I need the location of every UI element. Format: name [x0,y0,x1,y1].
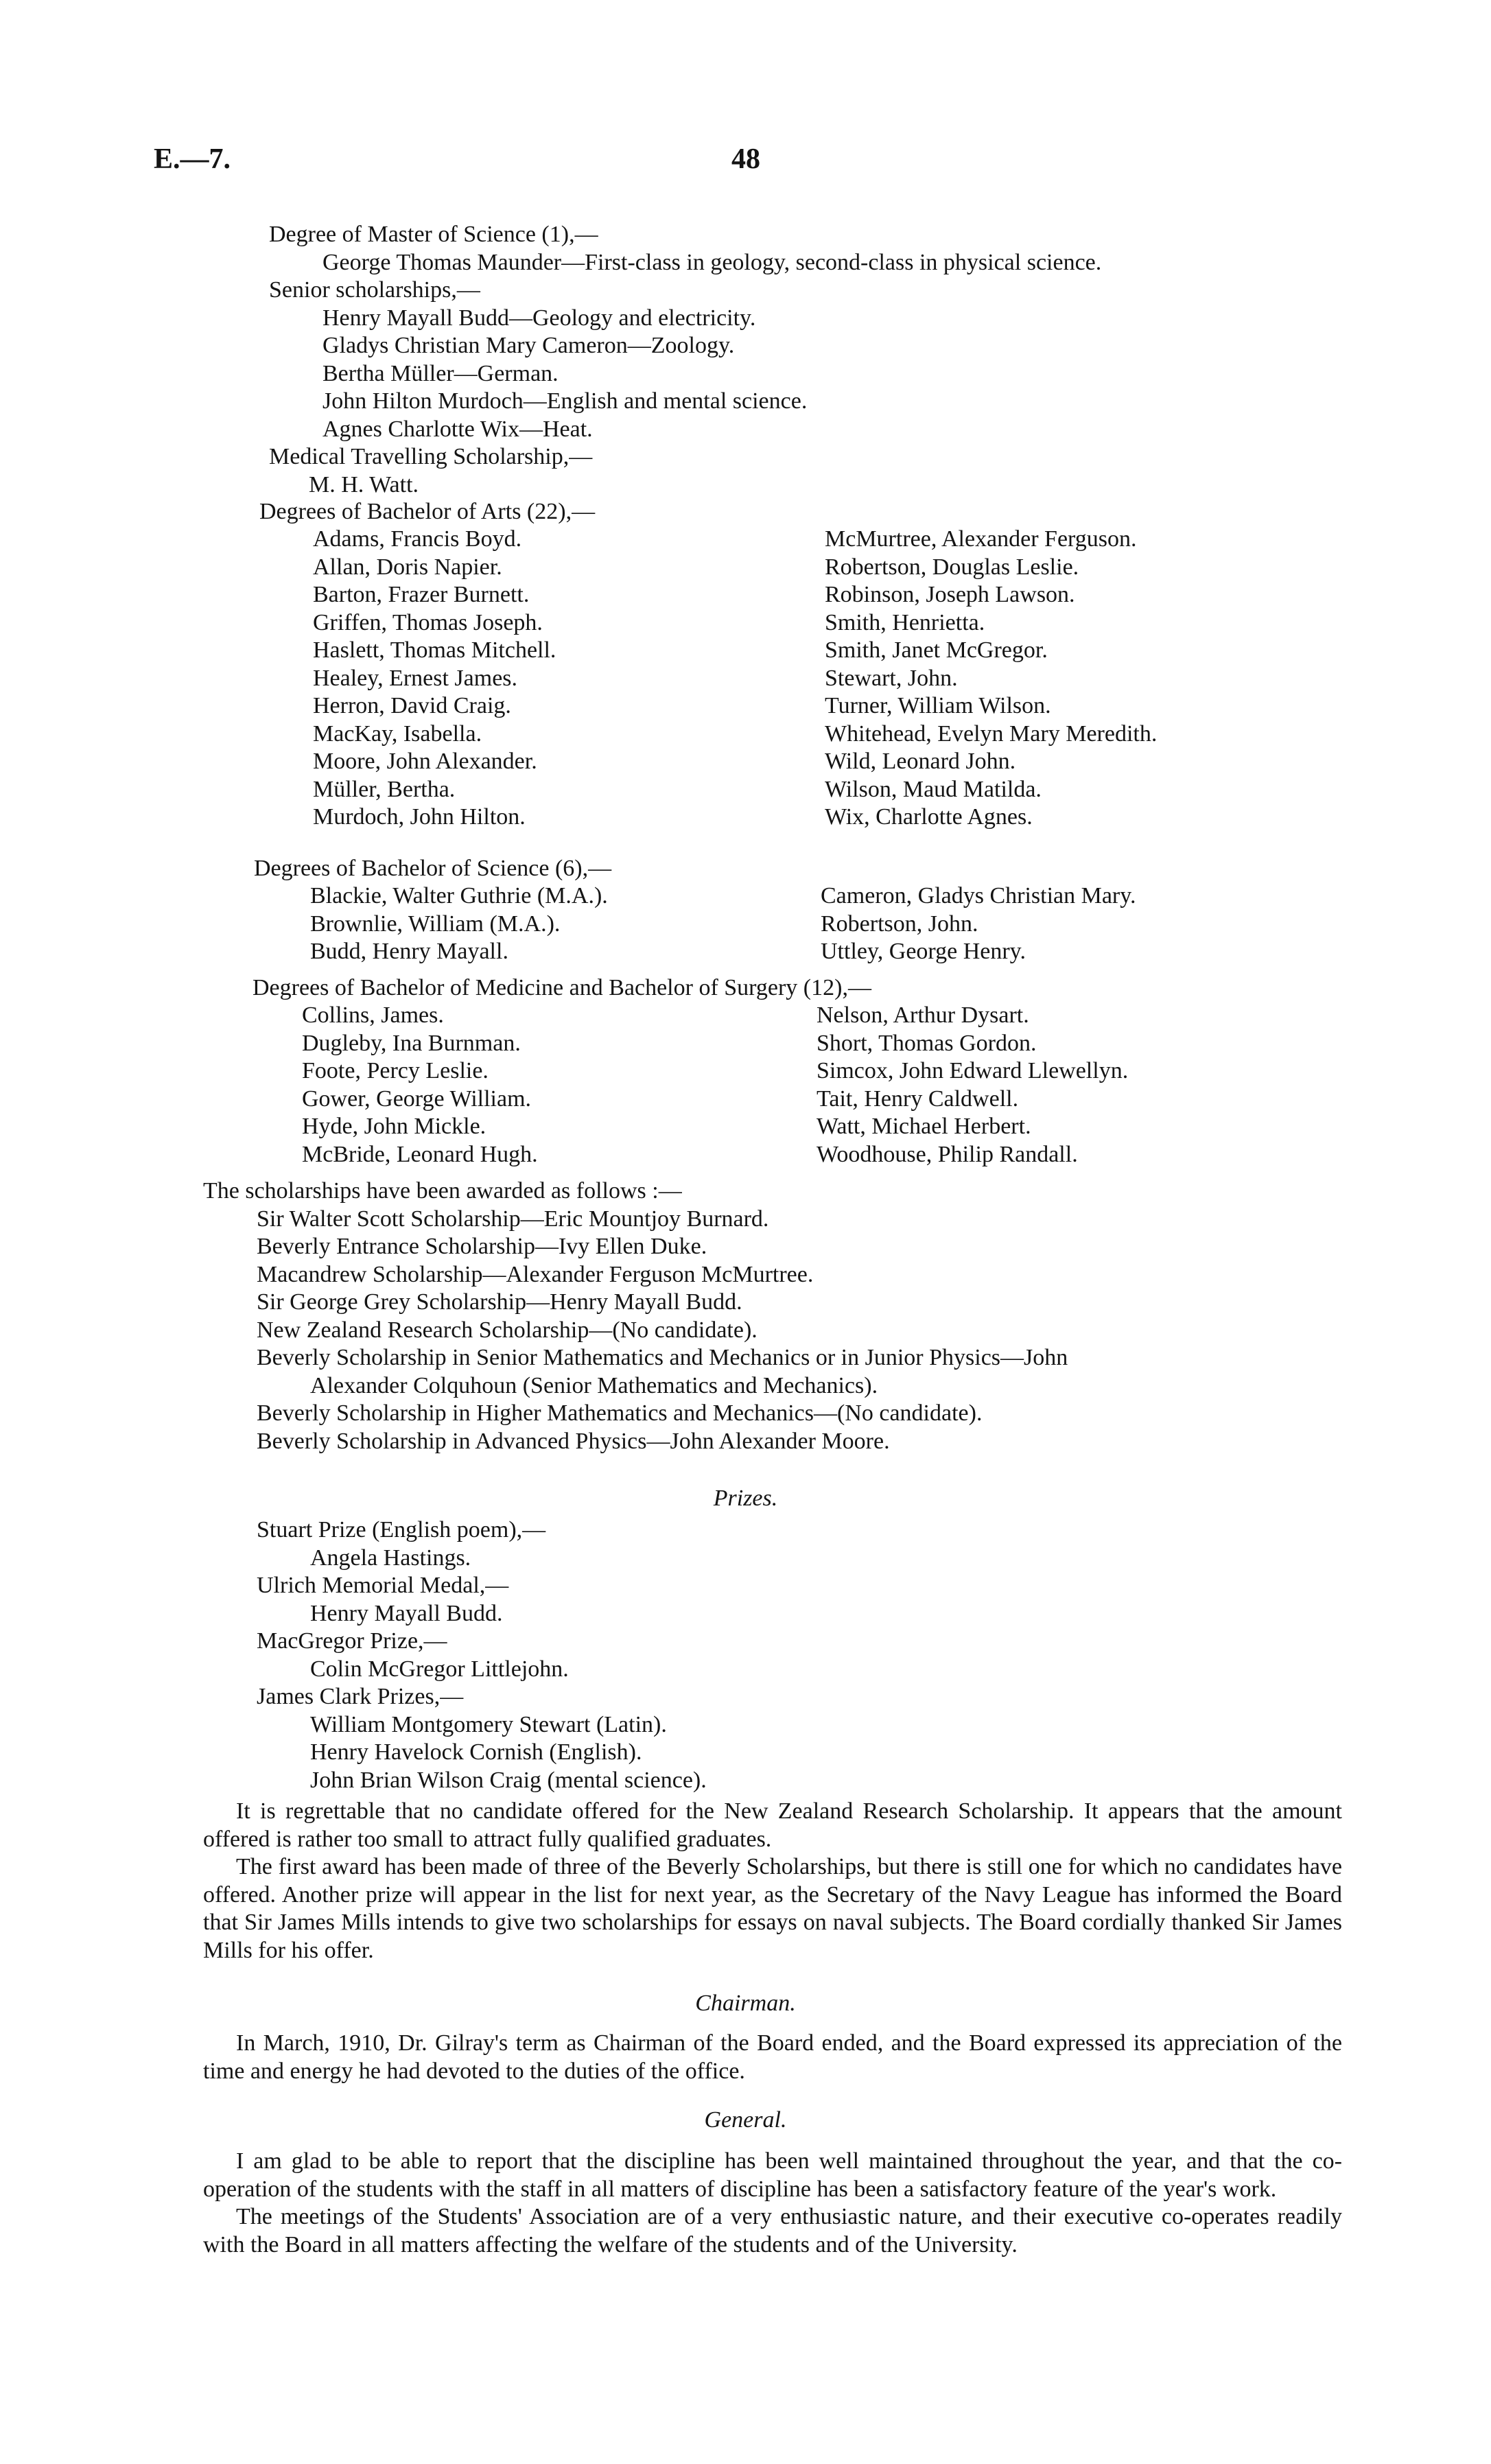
list-item: Hyde, John Mickle. [302,1114,486,1139]
list-item: Smith, Henrietta. [825,609,985,635]
scholarship-item: Sir Walter Scott Scholarship—Eric Mountjoy Burnard. [257,1206,769,1232]
scholarship-item: New Zealand Research Scholarship—(No candidate). [257,1317,758,1343]
page-number: 48 [731,143,760,175]
list-item: Griffen, Thomas Joseph. [313,609,543,635]
paragraph: The meetings of the Students' Association are of a very enthusiastic nature, and their executive co-operates readily with the Board in all matters affecting the welfare of the students and of the University. [203,2204,1342,2257]
scholarships-intro: The scholarships have been awarded as follows :— [203,1178,682,1204]
list-item: McBride, Leonard Hugh. [302,1141,538,1167]
paragraph: I am glad to be able to report that the discipline has been well maintained throughout the year, and that the co-operation of the students with the staff in all matters of discipline has been a satisfactory feature of the year's work. [203,2148,1342,2202]
list-item: Gower, George William. [302,1086,532,1112]
prize-winner: Colin McGregor Littlejohn. [310,1656,569,1682]
bachelor-science-right-column [821,882,1136,966]
bachelor-medicine-list [302,1002,1331,1173]
prize-name: Stuart Prize (English poem),— [257,1517,546,1542]
list-item: Moore, John Alexander. [313,749,537,774]
scholarship-item-continued: Alexander Colquhoun (Senior Mathematics and Mechanics). [310,1372,878,1398]
list-item: Smith, Janet McGregor. [825,637,1048,663]
document-reference: E.—7. [154,143,231,175]
senior-scholarship-entry: John Hilton Murdoch—English and mental science. [322,388,808,414]
list-item: Robinson, Joseph Lawson. [825,582,1075,607]
list-item: Turner, William Wilson. [825,693,1051,718]
list-item: Robertson, Douglas Leslie. [825,554,1079,580]
bachelor-arts-heading: Degrees of Bachelor of Arts (22),— [259,499,596,524]
chairman-section [203,2030,1342,2085]
scholarship-item: Beverly Scholarship in Senior Mathematics and Mechanics or in Junior Physics—John [257,1345,1068,1370]
bachelor-arts-left-column [313,526,556,832]
list-item: Robertson, John. [821,911,978,937]
prize-winner: John Brian Wilson Craig (mental science). [310,1767,707,1793]
medical-travelling-entry: M. H. Watt. [309,471,419,497]
bachelor-medicine-heading: Degrees of Bachelor of Medicine and Bachelor of Surgery (12),— [253,975,871,1000]
master-science-entry: George Thomas Maunder—First-class in geology, second-class in physical science. [322,249,1102,275]
list-item: Tait, Henry Caldwell. [817,1086,1019,1112]
master-science-heading: Degree of Master of Science (1),— [269,222,598,247]
prizes-heading: Prizes. [713,1486,778,1511]
list-item: Stewart, John. [825,665,958,691]
senior-scholarship-entry: Gladys Christian Mary Cameron—Zoology. [322,333,735,358]
prize-winner: Henry Havelock Cornish (English). [310,1739,642,1765]
scholarship-item: Beverly Scholarship in Higher Mathematics and Mechanics—(No candidate). [257,1400,983,1426]
medical-travelling-heading: Medical Travelling Scholarship,— [269,444,593,469]
senior-scholarships-heading: Senior scholarships,— [269,277,480,303]
list-item: Brownlie, William (M.A.). [310,911,561,937]
prize-name: James Clark Prizes,— [257,1684,464,1709]
general-heading: General. [704,2107,787,2133]
list-item: Uttley, George Henry. [821,939,1026,964]
list-item: Allan, Doris Napier. [313,554,502,580]
bachelor-medicine-right-column [817,1002,1128,1169]
senior-scholarship-entry: Agnes Charlotte Wix—Heat. [322,416,593,442]
paragraph: The first award has been made of three of the Beverly Scholarships, but there is still one for which no candidates have offered. Another prize will appear in the list for next year, as the Secretary of the Navy League has informed the Board that Sir James Mills intends to give two scholarships for essays on naval subjects. The Board cordially thanked Sir James Mills for his offer. [203,1854,1342,1963]
list-item: Healey, Ernest James. [313,665,518,691]
list-item: Collins, James. [302,1002,444,1028]
list-item: MacKay, Isabella. [313,720,482,747]
list-item: Budd, Henry Mayall. [310,939,508,964]
list-item: Dugleby, Ina Burnman. [302,1030,521,1056]
bachelor-arts-list [313,526,1342,834]
bachelor-science-list [310,882,1339,968]
list-item: Wilson, Maud Matilda. [825,776,1042,802]
prize-name: MacGregor Prize,— [257,1628,447,1654]
list-item: Wild, Leonard John. [825,749,1016,774]
list-item: Barton, Frazer Burnett. [313,582,530,607]
list-item: Herron, David Craig. [313,693,511,718]
prize-winner: Angela Hastings. [310,1545,471,1571]
list-item: Nelson, Arthur Dysart. [817,1002,1029,1028]
bachelor-arts-right-column [825,526,1157,832]
list-item: Simcox, John Edward Llewellyn. [817,1058,1129,1083]
scholarship-item: Sir George Grey Scholarship—Henry Mayall Budd. [257,1289,742,1315]
scholarship-remarks [203,1798,1342,1964]
prizes-list [257,1516,707,1794]
senior-scholarship-entry: Bertha Müller—German. [322,360,559,386]
list-item: McMurtree, Alexander Ferguson. [825,526,1137,552]
bachelor-science-left-column [310,882,608,966]
list-item: Adams, Francis Boyd. [313,526,522,552]
list-item: Foote, Percy Leslie. [302,1058,489,1083]
scholarship-item: Macandrew Scholarship—Alexander Ferguson McMurtree. [257,1261,814,1287]
list-item: Haslett, Thomas Mitchell. [313,637,556,663]
bachelor-medicine-left-column [302,1002,538,1169]
list-item: Müller, Bertha. [313,776,456,802]
list-item: Wix, Charlotte Agnes. [825,804,1033,830]
scholarship-item: Beverly Entrance Scholarship—Ivy Ellen Duke. [257,1234,707,1259]
prize-name: Ulrich Memorial Medal,— [257,1573,509,1598]
early-awards-section [269,221,1101,499]
scholarship-item: Beverly Scholarship in Advanced Physics—John Alexander Moore. [257,1428,890,1454]
list-item: Murdoch, John Hilton. [313,804,526,830]
list-item: Short, Thomas Gordon. [817,1030,1037,1056]
bachelor-science-heading: Degrees of Bachelor of Science (6),— [254,856,612,881]
prize-winner: Henry Mayall Budd. [310,1600,503,1626]
prize-winner: William Montgomery Stewart (Latin). [310,1711,667,1737]
list-item: Blackie, Walter Guthrie (M.A.). [310,883,608,908]
chairman-heading: Chairman. [695,1991,796,2016]
senior-scholarship-entry: Henry Mayall Budd—Geology and electricity. [322,305,756,331]
list-item: Woodhouse, Philip Randall. [817,1141,1078,1167]
paragraph: In March, 1910, Dr. Gilray's term as Chairman of the Board ended, and the Board expressed its appreciation of the time and energy he had devoted to the duties of the office. [203,2030,1342,2084]
list-item: Whitehead, Evelyn Mary Meredith. [825,720,1158,747]
scholarships-awarded-section [203,1177,1068,1455]
paragraph: It is regrettable that no candidate offered for the New Zealand Research Scholarship. It appears that the amount offered is rather too small to attract fully qualified graduates. [203,1798,1342,1852]
list-item: Cameron, Gladys Christian Mary. [821,883,1136,908]
general-section [203,2148,1342,2259]
list-item: Watt, Michael Herbert. [817,1114,1031,1139]
